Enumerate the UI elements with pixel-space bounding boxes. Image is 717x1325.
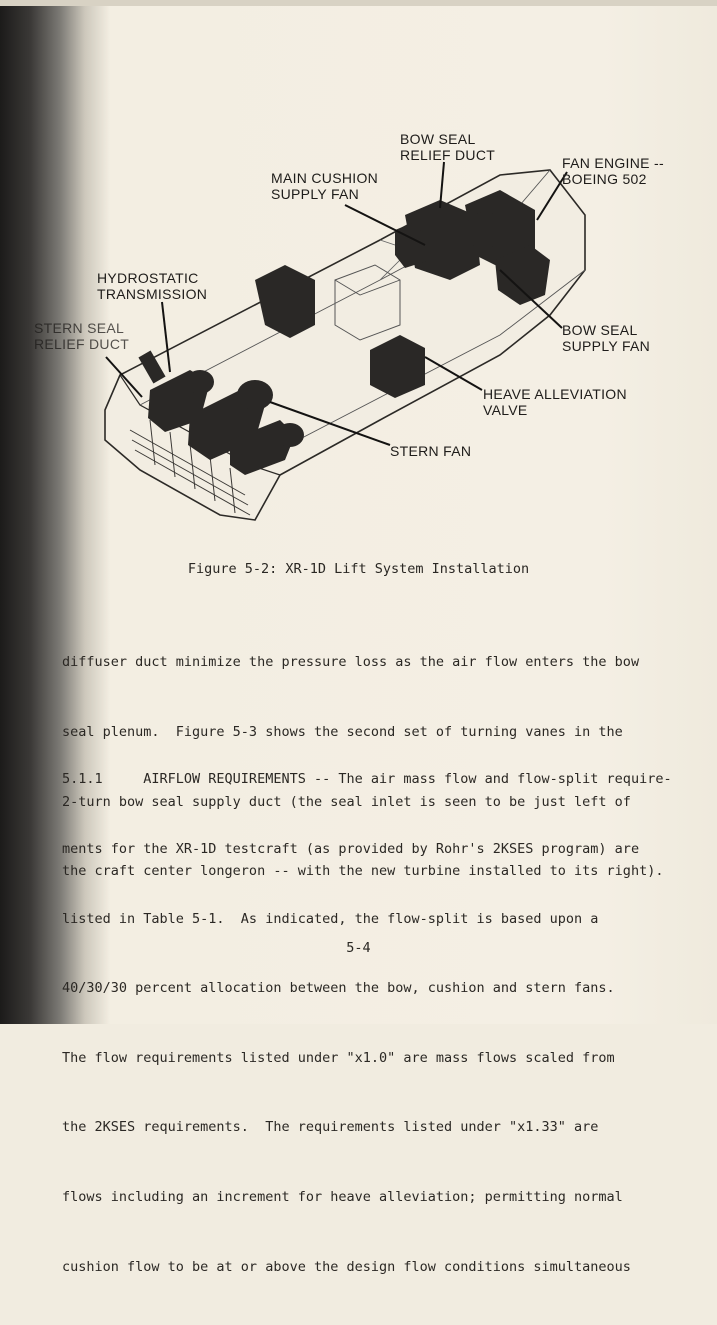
- label-stern-seal-relief-duct: STERN SEAL RELIEF DUCT: [34, 320, 130, 352]
- label-bow-seal-supply-fan: BOW SEAL SUPPLY FAN: [562, 322, 651, 354]
- page-number: 5-4: [346, 940, 371, 956]
- text-line: the craft center longeron -- with the new turbine installed to its right).: [62, 863, 664, 880]
- top-edge: [0, 0, 717, 6]
- label-fan-engine: FAN ENGINE -- BOEING 502: [562, 155, 664, 187]
- text-line: cushion flow to be at or above the design flow conditions simultaneous: [62, 1258, 631, 1275]
- text-line: the 2KSES requirements. The requirements listed under "x1.33" are: [62, 1119, 599, 1136]
- text-line: diffuser duct minimize the pressure loss as the air flow enters the bow: [62, 654, 640, 671]
- text-line: 5.1.1 AIRFLOW REQUIREMENTS -- The air mass flow and flow-split require-: [62, 771, 672, 788]
- text-line: 2-turn bow seal supply duct (the seal inlet is seen to be just left of: [62, 793, 631, 810]
- figure-caption: Figure 5-2: XR-1D Lift System Installation: [187, 561, 530, 577]
- text-line: flows including an increment for heave alleviation; permitting normal: [62, 1189, 623, 1206]
- text-line: 40/30/30 percent allocation between the bow, cushion and stern fans.: [62, 980, 615, 997]
- label-bow-seal-relief-duct: BOW SEAL RELIEF DUCT: [400, 131, 496, 163]
- label-hydrostatic-transmission: HYDROSTATIC TRANSMISSION: [97, 270, 208, 302]
- label-main-cushion-supply-fan: MAIN CUSHION SUPPLY FAN: [271, 170, 379, 202]
- label-heave-alleviation-valve: HEAVE ALLEVIATION VALVE: [483, 386, 627, 418]
- text-line: seal plenum. Figure 5-3 shows the second set of turning vanes in the: [62, 724, 623, 741]
- text-line: listed in Table 5-1. As indicated, the flow-split is based upon a: [62, 910, 599, 927]
- text-line: ments for the XR-1D testcraft (as provided by Rohr's 2KSES program) are: [62, 841, 640, 858]
- label-stern-fan: STERN FAN: [390, 443, 472, 459]
- text-line: The flow requirements listed under "x1.0" are mass flows scaled from: [62, 1049, 615, 1066]
